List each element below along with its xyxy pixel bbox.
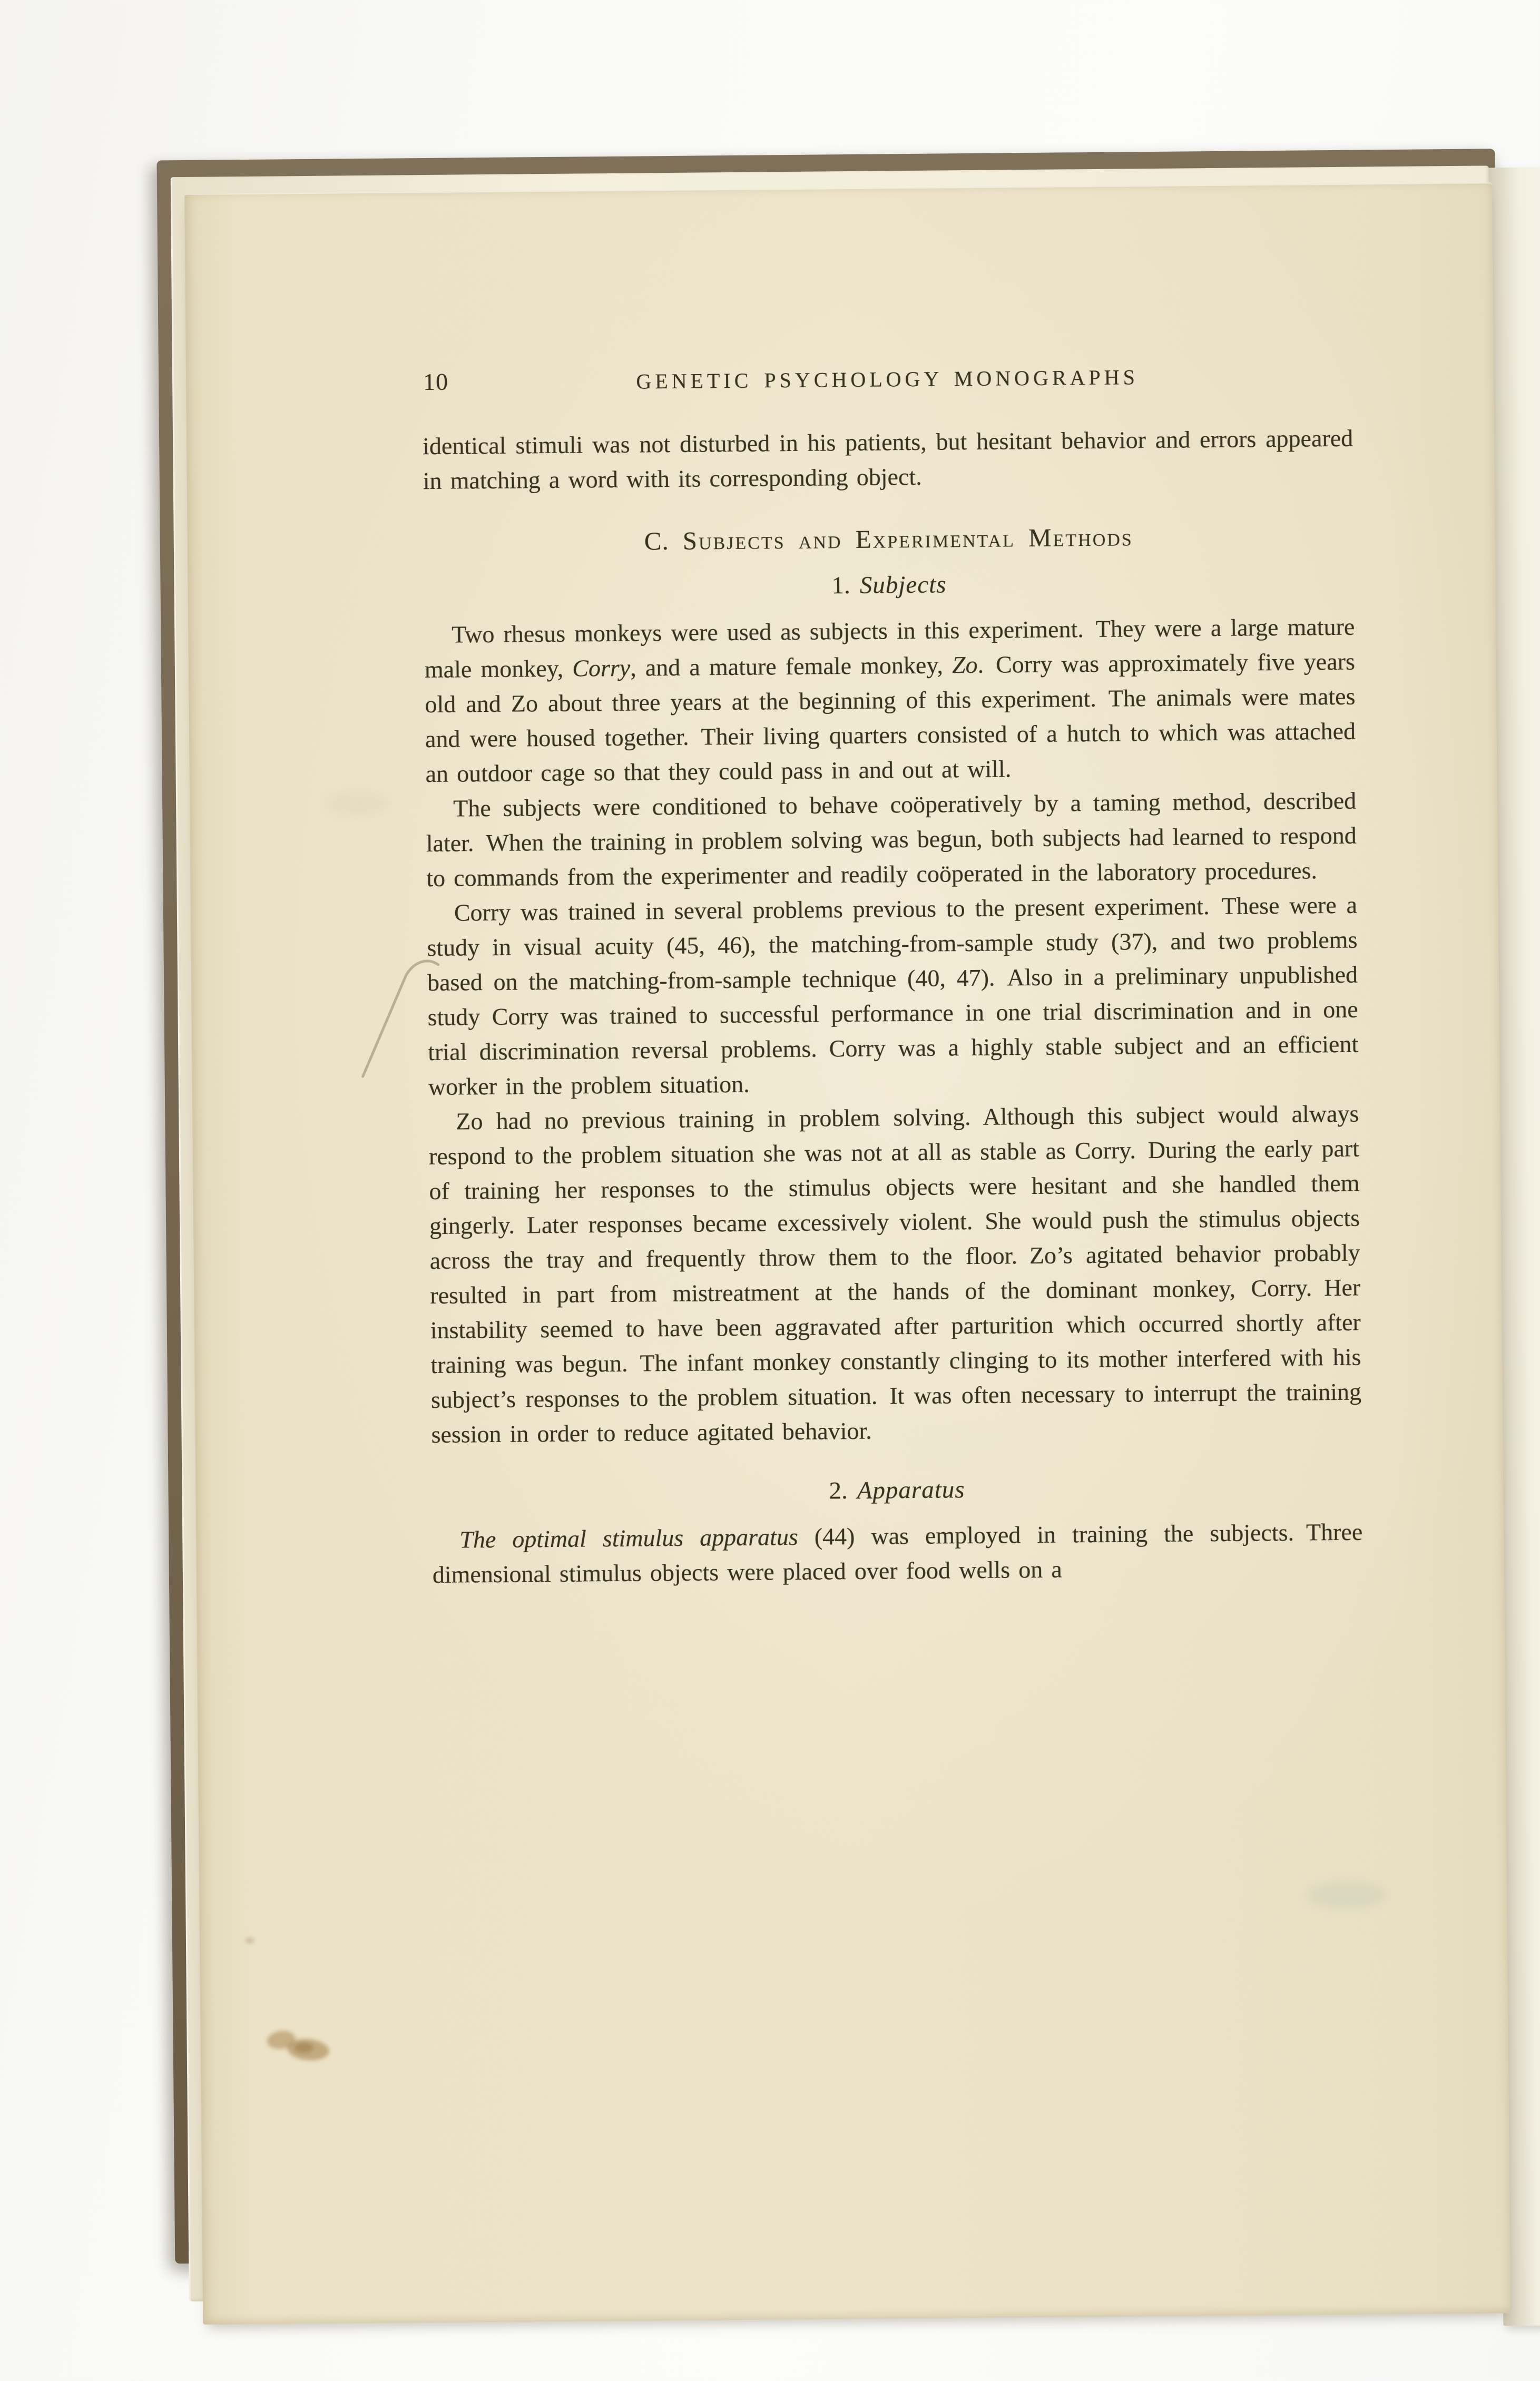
text-segment: , and a mature female monkey, bbox=[630, 651, 953, 681]
paragraph bbox=[424, 610, 1356, 791]
subsection-heading bbox=[424, 565, 1354, 605]
section-title: Subjects and Experimental Methods bbox=[682, 522, 1133, 555]
text-segment: The subjects were conditioned to behave coöperatively by a taming method, described later. When the training in problem solving was begun, both subjects had learned to respond to commands from the experimenter and readily coöperated in the laboratory procedures. bbox=[426, 787, 1357, 892]
intro-paragraph: identical stimuli was not disturbed in his patients, but hesitant behavior and errors appeared in matching a word with its corresponding object. bbox=[422, 424, 1353, 495]
running-head: GENETIC PSYCHOLOGY MONOGRAPHS bbox=[636, 365, 1139, 394]
text-segment: Corry was trained in several problems previous to the present experiment. These were a study in visual acuity (45, 46), the matching-from-sample study (37), and two problems based on the matching-from-sample technique (40, 47). Also in a preliminary unpublished study Corry was trained to successful performance in one trial discrimination and in one trial discrimination reversal problems. Corry was a highly stable subject and an efficient worker in the problem situation. bbox=[427, 891, 1359, 1101]
italic-text-segment: The optimal stimulus apparatus bbox=[459, 1523, 798, 1553]
subsection-heading bbox=[431, 1471, 1362, 1510]
text-block bbox=[422, 357, 1363, 1592]
text-segment: (44) was employed in training the subjects. Three dimensional stimulus objects were placed over food wells on a bbox=[432, 1518, 1363, 1588]
italic-text-segment: Corry bbox=[572, 654, 631, 682]
subsection-title: Apparatus bbox=[857, 1476, 965, 1504]
section-number: C. bbox=[644, 526, 669, 556]
text-segment: Zo had no previous training in problem solving. Although this subject would always respond to the problem situation she was not at all as stable as Corry. During the early part of training her responses to the stimulus objects were hesitant and she handled them gingerly. Later responses became excessively violent. She would push the stimulus objects across the tray and frequently throw them to the floor. Zo’s agitated behavior probably resulted in part from mistreatment at the hands of the dominant monkey, Corry. Her instability seemed to have been aggravated after parturition which occurred shortly after training was begun. The infant monkey constantly clinging to its mother interfered with his subject’s responses to the problem situation. It was often necessary to interrupt the training session in order to reduce agitated behavior. bbox=[428, 1100, 1362, 1448]
text-segment: Two rhesus monkeys were used as subjects in this experiment. They were a large mature male monkey, bbox=[424, 613, 1355, 683]
section-heading bbox=[424, 519, 1354, 560]
stain-artifact bbox=[246, 1937, 330, 2063]
subsection-number: 1. bbox=[831, 572, 851, 600]
page-header bbox=[422, 357, 1352, 394]
paragraph bbox=[426, 783, 1357, 896]
italic-text-segment: Zo bbox=[952, 651, 978, 679]
paragraph bbox=[432, 1515, 1363, 1592]
subsections bbox=[424, 565, 1363, 1592]
book-page bbox=[184, 182, 1510, 2325]
page-number: 10 bbox=[423, 368, 449, 396]
subsection-title: Subjects bbox=[859, 571, 947, 599]
subsection-number: 2. bbox=[829, 1477, 848, 1505]
paragraph bbox=[427, 888, 1359, 1104]
paragraph bbox=[428, 1096, 1362, 1452]
text-segment: . Corry was approximately five years old and Zo about three years at the beginning of this experiment. The animals were mates and were housed together. Their living quarters consisted of a hutch to which was attached an outdoor cage so that they could pass in and out at will. bbox=[425, 648, 1356, 788]
